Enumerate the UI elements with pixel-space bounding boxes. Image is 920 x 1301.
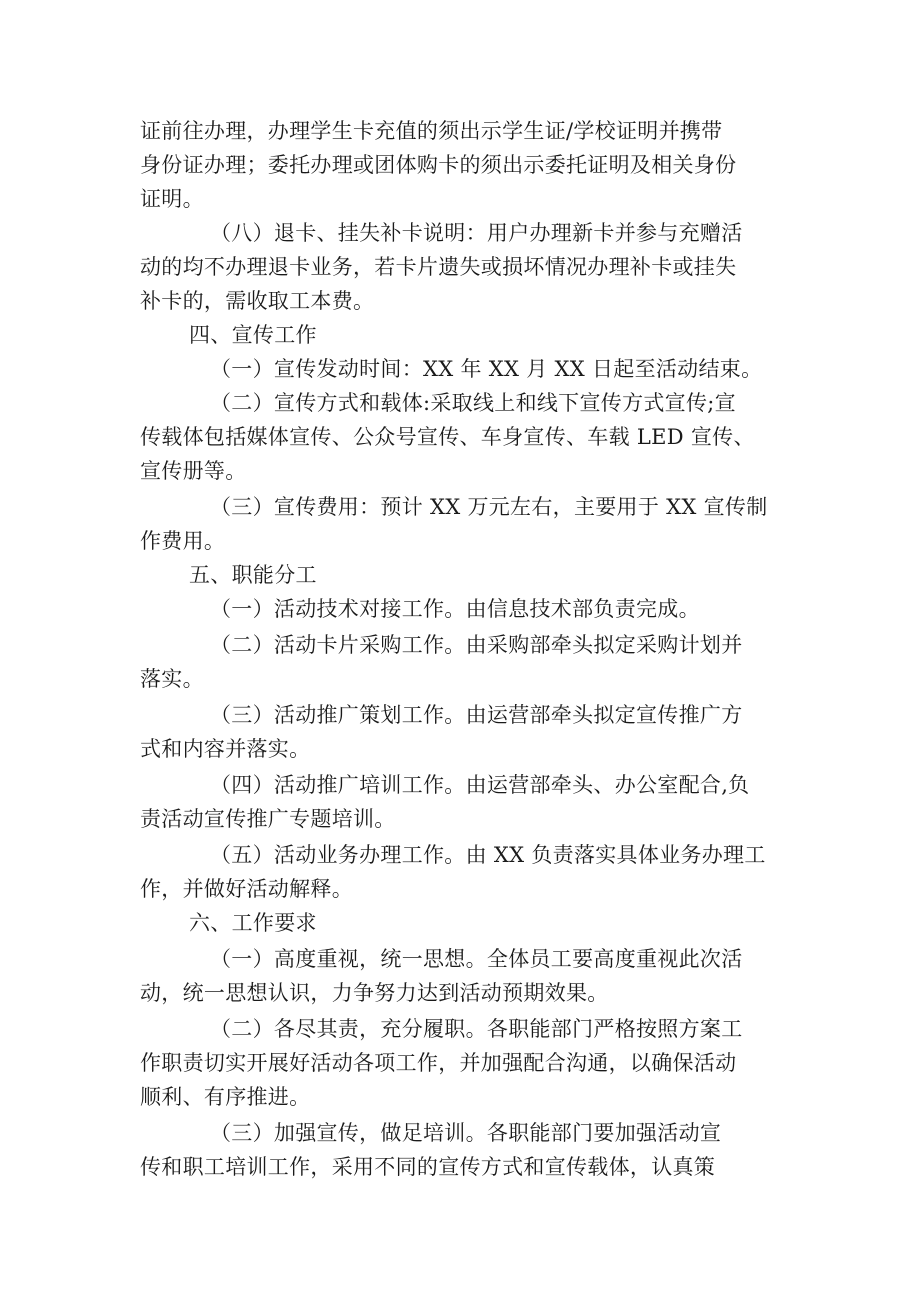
text-line: 顺利、有序推进。	[140, 1085, 311, 1109]
paragraph-start: （四）活动推广培训工作。由运营部牵头、办公室配合,负	[210, 773, 750, 797]
paragraph-start: （三）活动推广策划工作。由运营部牵头拟定宣传推广方	[210, 703, 743, 727]
paragraph-start: （二）活动卡片采购工作。由采购部牵头拟定采购计划并	[210, 633, 743, 657]
paragraph-start: （一）高度重视，统一思想。全体员工要高度重视此次活	[210, 947, 743, 971]
text-line: 身份证办理；委托办理或团体购卡的须出示委托证明及相关身份	[140, 153, 737, 177]
text-line: 动，统一思想认识，力争努力达到活动预期效果。	[140, 981, 609, 1005]
text-line: 证前往办理，办理学生卡充值的须出示学生证/学校证明并携带	[140, 119, 723, 143]
text-line: 责活动宣传推广专题培训。	[140, 807, 396, 831]
paragraph-start: （五）活动业务办理工作。由 XX 负责落实具体业务办理工	[210, 843, 766, 867]
text-line: 落实。	[140, 667, 204, 691]
paragraph-start: （二）宣传方式和载体:采取线上和线下宣传方式宣传;宣	[210, 391, 736, 415]
text-line: 传载体包括媒体宣传、公众号宣传、车身宣传、车载 LED 宣传、	[140, 425, 755, 449]
text-line: 动的均不办理退卡业务，若卡片遗失或损坏情况办理补卡或挂失	[140, 255, 737, 279]
text-line: 作费用。	[140, 529, 226, 553]
section-heading-4: 四、宣传工作	[189, 323, 317, 347]
text-line: 传和职工培训工作，采用不同的宣传方式和宣传载体，认真策	[140, 1155, 716, 1179]
paragraph-start-8: （八）退卡、挂失补卡说明：用户办理新卡并参与充赠活	[210, 221, 743, 245]
paragraph-start: （一）宣传发动时间：XX 年 XX 月 XX 日起至活动结束。	[210, 357, 763, 381]
paragraph-start: （三）宣传费用：预计 XX 万元左右，主要用于 XX 宣传制	[210, 495, 768, 519]
section-heading-5: 五、职能分工	[189, 563, 317, 587]
text-line: 宣传册等。	[140, 459, 247, 483]
paragraph-start: （二）各尽其责，充分履职。各职能部门严格按照方案工	[210, 1017, 743, 1041]
text-line: 作，并做好活动解释。	[140, 877, 353, 901]
paragraph-start: （三）加强宣传，做足培训。各职能部门要加强活动宣	[210, 1121, 722, 1145]
text-line: 补卡的，需收取工本费。	[140, 289, 375, 313]
section-heading-6: 六、工作要求	[189, 911, 317, 935]
text-line: 式和内容并落实。	[140, 737, 311, 761]
text-line: 作职责切实开展好活动各项工作，并加强配合沟通，以确保活动	[140, 1051, 737, 1075]
paragraph-start: （一）活动技术对接工作。由信息技术部负责完成。	[210, 597, 700, 621]
text-line: 证明。	[140, 187, 204, 211]
